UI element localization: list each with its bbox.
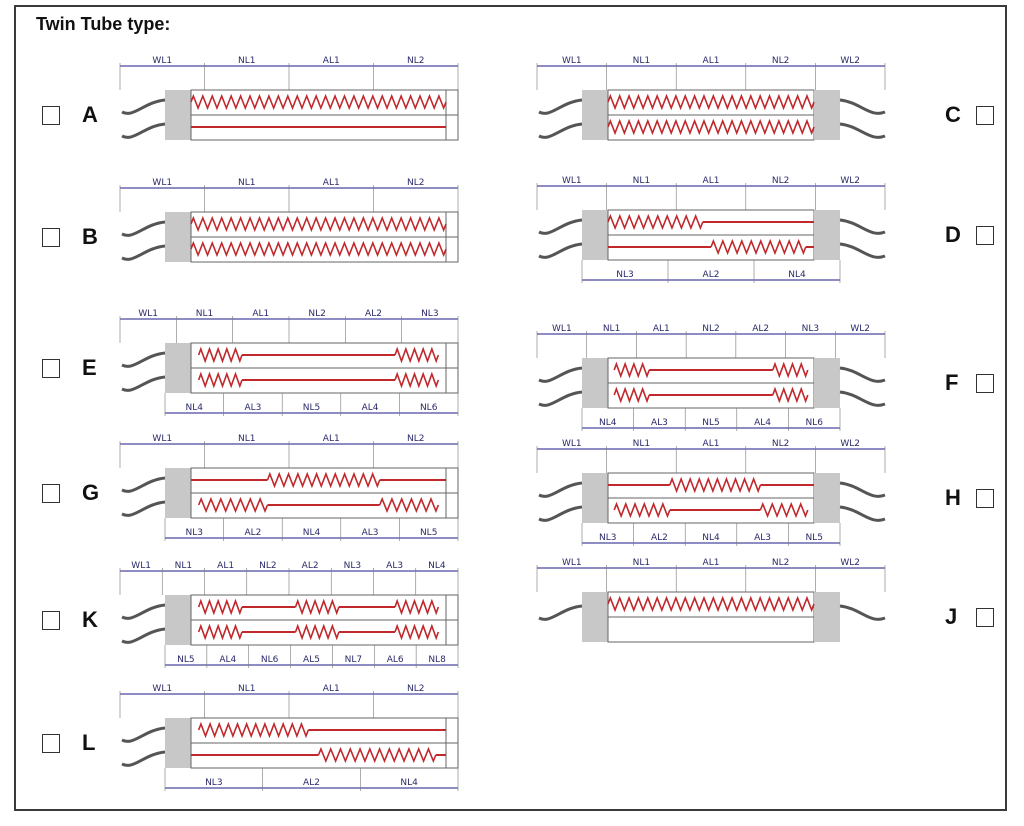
svg-text:NL8: NL8	[428, 655, 446, 665]
diagram-e	[120, 303, 478, 423]
svg-text:NL3: NL3	[616, 270, 634, 280]
svg-text:AL3: AL3	[244, 403, 262, 413]
svg-text:WL1: WL1	[552, 324, 572, 334]
svg-text:WL1: WL1	[131, 561, 151, 571]
svg-text:AL2: AL2	[650, 533, 668, 543]
svg-text:NL4: NL4	[428, 561, 446, 571]
svg-text:NL5: NL5	[419, 528, 438, 538]
svg-text:AL1: AL1	[702, 176, 720, 186]
svg-text:NL5: NL5	[177, 655, 195, 665]
svg-text:NL5: NL5	[805, 533, 823, 543]
svg-text:AL3: AL3	[361, 528, 379, 538]
svg-text:NL4: NL4	[400, 778, 418, 788]
svg-text:AL1: AL1	[322, 684, 340, 694]
svg-text:NL1: NL1	[238, 434, 256, 444]
svg-text:NL4: NL4	[185, 403, 204, 413]
option-label-f: F	[945, 370, 959, 395]
option-label-k: K	[82, 607, 98, 632]
svg-text:NL3: NL3	[421, 309, 439, 319]
diagram-g	[120, 428, 478, 548]
svg-text:NL6: NL6	[260, 655, 279, 665]
option-label-b: B	[82, 224, 98, 249]
checkbox-l[interactable]	[42, 734, 60, 753]
svg-text:WL2: WL2	[840, 558, 861, 568]
svg-text:WL1: WL1	[561, 176, 582, 186]
svg-text:AL2: AL2	[244, 528, 262, 538]
svg-text:WL1: WL1	[152, 684, 173, 694]
svg-text:WL1: WL1	[152, 56, 173, 66]
svg-text:AL1: AL1	[702, 439, 720, 449]
svg-text:NL2: NL2	[407, 684, 425, 694]
option-label-d: D	[945, 222, 961, 247]
svg-text:AL2: AL2	[303, 778, 320, 788]
svg-text:NL2: NL2	[771, 439, 790, 449]
svg-text:NL4: NL4	[599, 418, 617, 428]
diagram-f	[537, 318, 905, 438]
svg-text:NL6: NL6	[805, 418, 823, 428]
svg-text:NL2: NL2	[308, 309, 326, 319]
svg-text:AL4: AL4	[754, 418, 772, 428]
svg-text:WL2: WL2	[850, 324, 870, 334]
svg-text:NL4: NL4	[302, 528, 321, 538]
checkbox-g[interactable]	[42, 484, 60, 503]
option-label-a: A	[82, 102, 98, 127]
svg-text:WL1: WL1	[152, 434, 173, 444]
svg-text:NL3: NL3	[343, 561, 362, 571]
svg-text:AL3: AL3	[754, 533, 772, 543]
diagram-a	[120, 50, 478, 170]
svg-text:AL4: AL4	[361, 403, 379, 413]
svg-text:AL1: AL1	[652, 324, 670, 334]
svg-text:AL3: AL3	[386, 561, 404, 571]
checkbox-k[interactable]	[42, 611, 60, 630]
svg-text:AL6: AL6	[386, 655, 404, 665]
svg-text:NL2: NL2	[702, 324, 720, 334]
svg-text:AL1: AL1	[322, 56, 340, 66]
svg-text:NL1: NL1	[632, 176, 651, 186]
diagram-k	[120, 555, 478, 675]
diagram-d	[537, 170, 905, 290]
option-label-e: E	[82, 355, 97, 380]
checkbox-f[interactable]	[976, 374, 994, 393]
diagram-l	[120, 678, 478, 798]
svg-text:NL1: NL1	[632, 558, 651, 568]
svg-text:AL1: AL1	[702, 56, 720, 66]
option-label-l: L	[82, 730, 96, 755]
svg-text:NL1: NL1	[174, 561, 193, 571]
svg-text:NL2: NL2	[407, 434, 425, 444]
checkbox-d[interactable]	[976, 226, 994, 245]
svg-text:AL2: AL2	[702, 270, 720, 280]
svg-text:WL2: WL2	[840, 56, 861, 66]
svg-text:WL1: WL1	[561, 56, 582, 66]
svg-text:NL1: NL1	[195, 309, 214, 319]
checkbox-e[interactable]	[42, 359, 60, 378]
svg-text:NL3: NL3	[185, 528, 204, 538]
svg-text:WL1: WL1	[152, 178, 173, 188]
svg-text:NL3: NL3	[801, 324, 820, 334]
svg-text:WL2: WL2	[840, 439, 861, 449]
svg-text:AL5: AL5	[303, 655, 320, 665]
diagram-c	[537, 50, 905, 170]
svg-text:WL1: WL1	[561, 439, 582, 449]
svg-text:NL1: NL1	[602, 324, 621, 334]
svg-text:NL1: NL1	[238, 56, 256, 66]
diagram-j	[537, 552, 905, 672]
svg-text:NL3: NL3	[599, 533, 617, 543]
svg-text:NL3: NL3	[205, 778, 223, 788]
svg-text:NL2: NL2	[771, 176, 790, 186]
svg-text:NL6: NL6	[419, 403, 438, 413]
svg-text:NL5: NL5	[302, 403, 321, 413]
svg-text:NL4: NL4	[702, 533, 720, 543]
svg-text:AL2: AL2	[752, 324, 770, 334]
svg-text:AL1: AL1	[217, 561, 235, 571]
option-label-h: H	[945, 485, 961, 510]
svg-text:NL2: NL2	[771, 558, 790, 568]
svg-text:AL1: AL1	[252, 309, 270, 319]
diagram-h	[537, 433, 905, 553]
svg-text:WL1: WL1	[138, 309, 158, 319]
checkbox-b[interactable]	[42, 228, 60, 247]
svg-text:NL2: NL2	[407, 178, 425, 188]
diagram-b	[120, 172, 478, 292]
checkbox-j[interactable]	[976, 608, 994, 627]
svg-text:AL1: AL1	[322, 178, 340, 188]
svg-text:AL2: AL2	[365, 309, 382, 319]
section-title: Twin Tube type:	[36, 14, 171, 34]
svg-text:NL5: NL5	[702, 418, 720, 428]
svg-text:NL1: NL1	[632, 56, 651, 66]
svg-text:AL1: AL1	[322, 434, 340, 444]
svg-text:AL1: AL1	[702, 558, 720, 568]
checkbox-a[interactable]	[42, 106, 60, 125]
checkbox-c[interactable]	[976, 106, 994, 125]
svg-text:NL1: NL1	[238, 684, 256, 694]
svg-text:NL2: NL2	[259, 561, 277, 571]
svg-text:WL2: WL2	[840, 176, 861, 186]
option-label-c: C	[945, 102, 961, 127]
svg-text:WL1: WL1	[561, 558, 582, 568]
svg-text:AL4: AL4	[219, 655, 237, 665]
svg-text:NL1: NL1	[238, 178, 256, 188]
svg-text:NL2: NL2	[407, 56, 425, 66]
svg-text:AL2: AL2	[301, 561, 319, 571]
svg-text:NL4: NL4	[788, 270, 806, 280]
svg-text:NL2: NL2	[771, 56, 790, 66]
option-label-j: J	[945, 604, 958, 629]
svg-text:AL3: AL3	[650, 418, 668, 428]
svg-text:NL7: NL7	[344, 655, 363, 665]
option-label-g: G	[82, 480, 100, 505]
svg-text:NL1: NL1	[632, 439, 651, 449]
checkbox-h[interactable]	[976, 489, 994, 508]
